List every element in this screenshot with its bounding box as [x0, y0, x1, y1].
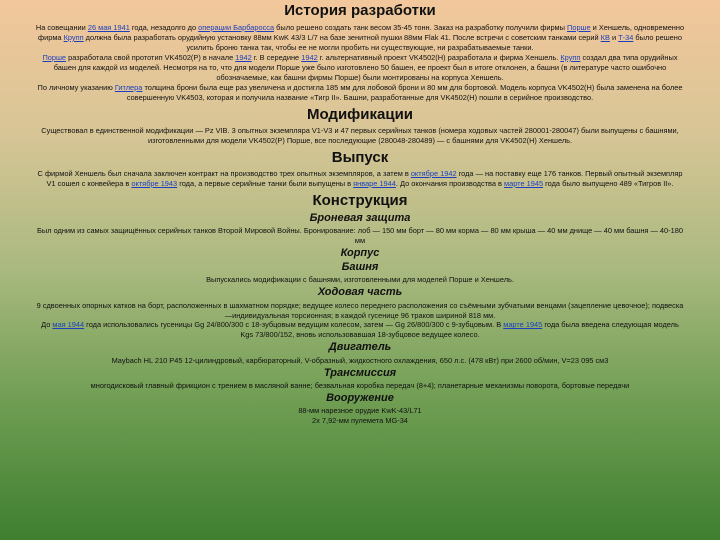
link[interactable]: Порше [42, 52, 67, 62]
release-title: Выпуск [331, 148, 389, 166]
history-paragraph-2 [34, 53, 686, 83]
text-run: года, незадолго до [129, 23, 199, 32]
armor-title: Броневая защита [309, 211, 411, 224]
link[interactable]: октябре 1942 [410, 168, 457, 178]
link[interactable]: Крупп [560, 52, 581, 62]
text-run: На совещании [35, 23, 88, 32]
link[interactable]: январе 1944 [353, 178, 396, 188]
text-run: и [609, 32, 619, 42]
text-run: толщина брони была еще раз увеличена и достигла 185 мм для лобовой брони и 80 мм для бортовой. Модель корпуса VK4502(H) была заменена на более совершенную VK4503, которая и получила название «Тигр II». Башни, разработанные для VK4502(H) пошли в серийное производство. [126, 82, 683, 102]
text-run: г. альтернативный проект VK4502(H) разработала и фирма Хеншель. [317, 52, 561, 62]
text-run: . До окончания производства в [395, 178, 505, 188]
engine-title: Двигатель [328, 341, 392, 354]
link[interactable]: 1942 [301, 52, 318, 62]
weapons-title: Вооружение [326, 391, 394, 404]
weapons-machine-guns [34, 416, 686, 426]
hull-title: Корпус [340, 246, 380, 259]
link[interactable]: Крупп [63, 32, 84, 42]
turret-paragraph [34, 275, 686, 285]
history-title: История разработки [284, 2, 436, 19]
history-paragraph-1 [34, 23, 686, 53]
engine-paragraph [34, 356, 686, 366]
text-run: г. В середине [251, 52, 302, 62]
link[interactable]: Гитлера [114, 82, 143, 92]
link[interactable]: октябре 1943 [131, 178, 178, 188]
text-run: года — на поставку еще 176 танков. Первый опытный экземпляр V1 сошел с конвейера в [46, 168, 683, 188]
text-run: По личному указанию [37, 82, 115, 92]
chassis-title: Ходовая часть [317, 286, 403, 299]
link[interactable]: Т-34 [618, 32, 634, 42]
text-run: 2х 7,92-мм пулемета MG-34 [312, 415, 408, 425]
text-run: 88-мм нарезное орудие KwK-43/L71 [298, 405, 422, 415]
link[interactable]: марте 1945 [503, 320, 543, 330]
link[interactable]: 1942 [235, 52, 252, 62]
link[interactable]: Порше [567, 23, 591, 32]
text-run: года была введена следующая модель Kgs 73/800/152, вновь использовавшая 18-зубцовое ведущее колесо. [240, 320, 679, 340]
text-run: года было выпущено 489 «Тигров II». [543, 178, 674, 188]
text-run: создал два типа орудийных башен для каждой из моделей. Несмотря на то, что для модели Порше уже было изготовлено 50 башен, ее проект был в итоге отклонен, а башни (в литературе часто ошибочно обозначаемые, как башни фирмы Порше) были монтированы на корпуса Хеншель. [53, 52, 678, 82]
transmission-title: Трансмиссия [323, 366, 397, 379]
modifications-paragraph [34, 126, 686, 146]
chassis-paragraph-2 [34, 320, 686, 340]
text-run: Существовал в единственной модификации — Pz VIB. 3 опытных экземпляра V1-V3 и 47 первых серийных танков (номера ходовых частей 280001-280047) были выпущены с башнями, изготовленными для модели VK4502(P) Порше, все последующие (280048-280489) — с башнями для VK4502(H) Хеншель. [41, 125, 679, 145]
chassis-paragraph-1 [34, 301, 686, 321]
modifications-title: Модификации [306, 105, 414, 123]
armor-paragraph [34, 226, 686, 246]
weapons-main-gun [34, 406, 686, 416]
release-paragraph [34, 169, 686, 189]
text-run: было решено создать танк весом 35-45 тонн. Заказ на разработку получили фирмы [274, 23, 568, 32]
text-run: Выпускались модификации с башнями, изготовленными для моделей Порше и Хеншель. [206, 275, 514, 285]
text-run: и Хеншель, одновременно фирма [38, 23, 685, 42]
link[interactable]: 26 мая 1941 [87, 23, 130, 32]
link[interactable]: операции Барбаросса [198, 23, 275, 32]
transmission-paragraph [34, 381, 686, 391]
link[interactable]: марте 1945 [504, 178, 544, 188]
text-run: Был одним из самых защищённых серийных танков Второй Мировой Войны. Бронирование: лоб — 150 мм борт — 80 мм корма — 80 мм крыша — 40 мм днище — 40 мм башня — 40-180 мм [37, 226, 683, 245]
text-run: С фирмой Хеншель был сначала заключен контракт на производство трех опытных экземпляров, а затем в [37, 168, 411, 178]
text-run: До [41, 320, 53, 330]
text-run: многодисковый главный фрикцион с трением в масляной ванне; безвальная коробка передач (8+4); планетарные механизмы поворота, бортовые передачи [90, 380, 630, 390]
text-run: года использовались гусеницы Gg 24/800/300 с 18-зубцовым ведущим колесом, затем — Gg 26/800/300 с 9-зубцовым. В [84, 320, 504, 330]
text-run: года, а первые серийные танки были выпущены в [177, 178, 354, 188]
text-run: 9 сдвоенных опорных катков на борт, расположенных в шахматном порядке; ведущее колесо переднего расположения со съёмными зубчатыми венцами (зацепление цевочное); подвеска—индивидуальная торсионная; в каждой гусенице 96 траков шириной 818 мм. [36, 300, 684, 320]
construction-title: Конструкция [312, 191, 408, 209]
link[interactable]: мая 1944 [52, 320, 85, 330]
text-run: было решено усилить броню танка так, чтобы ее не могли пробить ни существующие, ни разрабатываемые танки. [186, 32, 682, 52]
text-run: должна была разработать орудийную установку 88мм KwK 43/3 L/7 на базе зенитной пушки 88мм Flak 41. После встречи с советским танками серий [83, 32, 601, 42]
link[interactable]: КВ [600, 32, 610, 42]
text-run: разработала свой прототип VK4502(P) в начале [66, 52, 236, 62]
text-run: Maybach HL 210 P45 12-цилиндровый, карбюраторный, V-образный, жидкостного охлаждения, 650 л.с. (478 кВт) при 2600 об/мин, V=23 095 см3 [111, 355, 609, 365]
turret-title: Башня [341, 261, 379, 274]
history-paragraph-3 [34, 83, 686, 103]
